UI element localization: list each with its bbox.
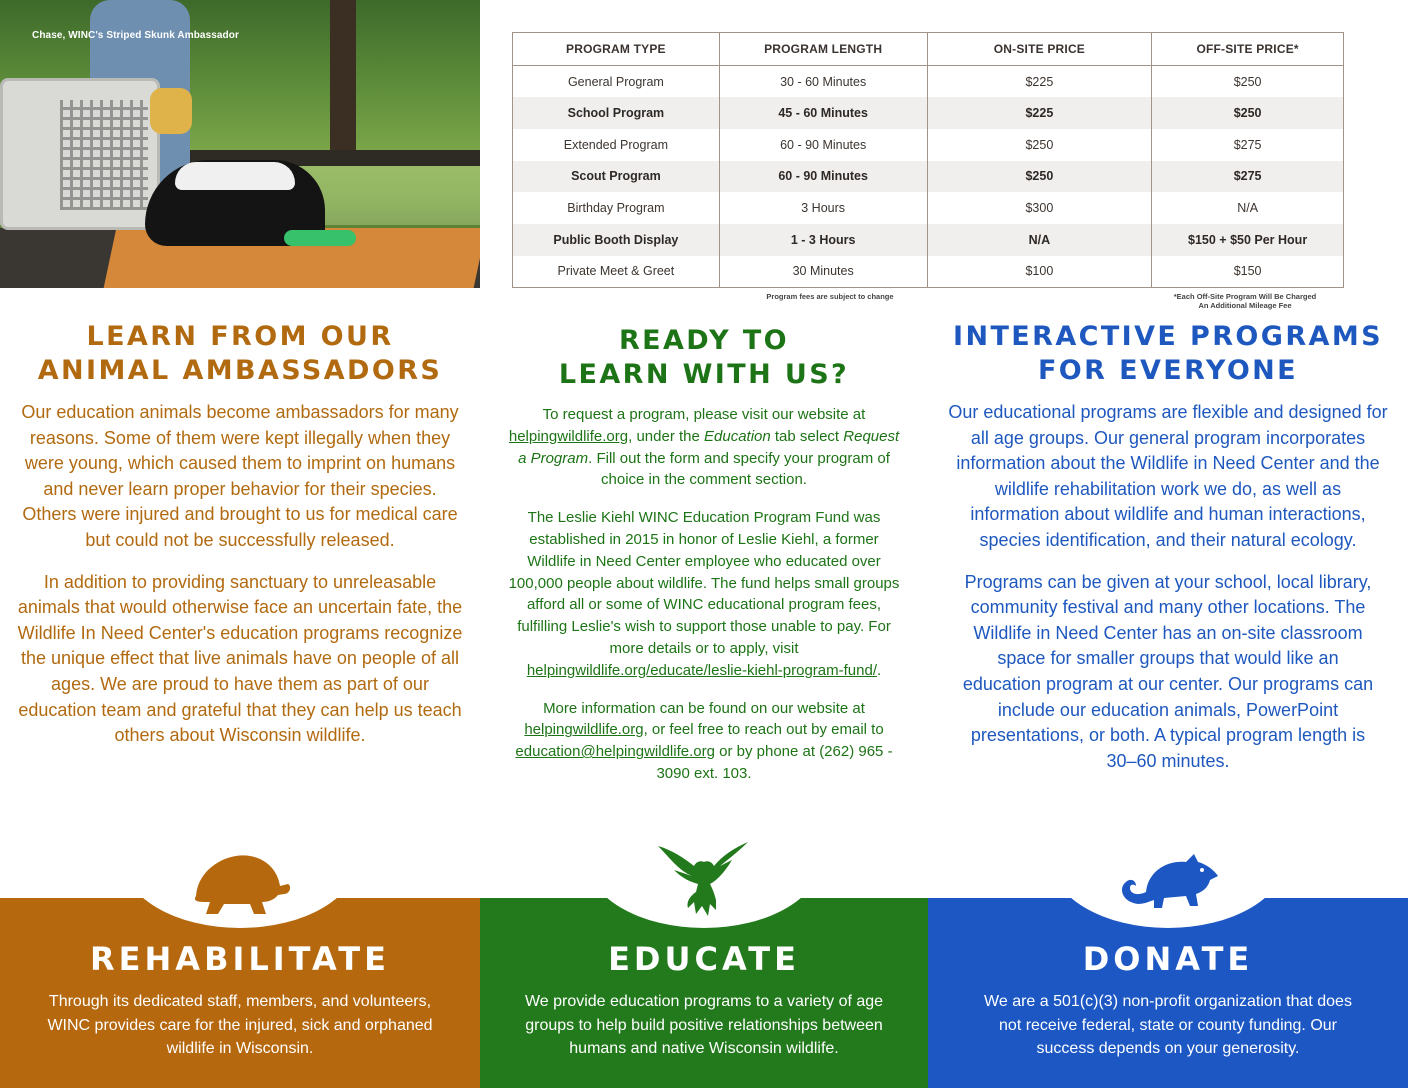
heading-line-1: READY TO xyxy=(618,325,790,356)
cell-length: 45 - 60 Minutes xyxy=(719,97,927,129)
header-program-type: PROGRAM TYPE xyxy=(513,33,720,66)
cell-onsite: N/A xyxy=(927,224,1152,256)
header-offsite-price: OFF-SITE PRICE* xyxy=(1152,33,1344,66)
rehabilitate-title: REHABILITATE xyxy=(90,940,390,978)
heading-line-1: LEARN FROM OUR xyxy=(86,321,394,352)
learn-with-us-section xyxy=(480,320,928,785)
heading-line-2: FOR EVERYONE xyxy=(1037,355,1299,386)
cell-onsite: $225 xyxy=(927,66,1152,98)
text: or by phone at (262) 965 - 3090 ext. 103. xyxy=(656,743,893,782)
table-row xyxy=(513,129,1344,161)
table-row xyxy=(513,256,1344,288)
table-row xyxy=(513,192,1344,224)
cell-type: Birthday Program xyxy=(513,192,720,224)
cell-offsite: $275 xyxy=(1152,129,1344,161)
cell-type: Private Meet & Greet xyxy=(513,256,720,288)
interactive-programs-section xyxy=(944,320,1392,774)
opossum-icon xyxy=(1116,848,1222,914)
skunk-photo xyxy=(0,0,480,288)
text: . xyxy=(877,661,882,679)
table-row xyxy=(513,224,1344,256)
text: The Leslie Kiehl WINC Education Program Fund was established in 2015 in honor of Leslie Kiehl, a former Wildlife in Need Center employee who educated over 100,000 people about wildlife. The fund helps small groups afford all or some of WINC educational program fees, fulfilling Leslie's wish to support those unable to pay. For more details or to apply, visit xyxy=(508,509,900,657)
header-onsite-price: ON-SITE PRICE xyxy=(927,33,1152,66)
turtle-icon xyxy=(188,848,292,918)
cell-offsite: $275 xyxy=(1152,161,1344,193)
learn-heading xyxy=(480,320,928,392)
cell-offsite: $250 xyxy=(1152,66,1344,98)
cell-onsite: $250 xyxy=(927,161,1152,193)
education-tab-text: Education xyxy=(704,427,771,445)
cell-onsite: $100 xyxy=(927,256,1152,288)
cell-offsite: $150 xyxy=(1152,256,1344,288)
table-row xyxy=(513,97,1344,129)
rehabilitate-text: Through its dedicated staff, members, and volunteers, WINC provides care for the injured, sick and orphaned wildlife in Wisconsin. xyxy=(47,993,433,1058)
mileage-note-line-2: An Additional Mileage Fee xyxy=(1198,301,1292,310)
heading-line-2: ANIMAL AMBASSADORS xyxy=(37,355,443,386)
programs-heading xyxy=(944,320,1392,388)
text: tab select xyxy=(770,427,844,445)
fund-link[interactable]: helpingwildlife.org/educate/leslie-kiehl-program-fund/ xyxy=(526,661,877,679)
text: More information can be found on our website at xyxy=(543,699,865,717)
text: , or feel free to reach out by email to xyxy=(643,721,884,739)
pricing-table xyxy=(512,32,1344,288)
educate-title: EDUCATE xyxy=(608,940,800,978)
ambassadors-section xyxy=(16,320,464,749)
request-program-text: Request a Program xyxy=(518,427,900,467)
cell-offsite: $150 + $50 Per Hour xyxy=(1152,224,1344,256)
cell-type: Scout Program xyxy=(513,161,720,193)
cell-type: Public Booth Display xyxy=(513,224,720,256)
heading-line-1: INTERACTIVE PROGRAMS xyxy=(953,321,1383,352)
cell-offsite: $250 xyxy=(1152,97,1344,129)
cell-onsite: $300 xyxy=(927,192,1152,224)
cell-type: School Program xyxy=(513,97,720,129)
photo-carrier-door xyxy=(60,100,148,210)
photo-tree xyxy=(330,0,356,150)
photo-bowl xyxy=(284,230,356,246)
mileage-fee-note xyxy=(1140,292,1350,310)
contact-paragraph xyxy=(480,698,928,785)
mileage-note-line-1: *Each Off-Site Program Will Be Charged xyxy=(1173,292,1317,301)
photo-caption: Chase, WINC's Striped Skunk Ambassador xyxy=(32,30,239,41)
cell-length: 30 Minutes xyxy=(719,256,927,288)
fund-paragraph xyxy=(480,507,928,681)
email-link[interactable]: education@helpingwildlife.org xyxy=(515,743,715,761)
cell-length: 60 - 90 Minutes xyxy=(719,129,927,161)
educate-text: We provide education programs to a variety of age groups to help build positive relationships between humans and native Wisconsin wildlife. xyxy=(524,993,884,1058)
table-row xyxy=(513,66,1344,98)
website-link[interactable]: helpingwildlife.org xyxy=(508,427,629,445)
programs-paragraph-2: Programs can be given at your school, local library, community festival and many other locations. The Wildlife in Need Center has an on-site classroom space for smaller groups that would like an education program at our center. Our programs can include our education animals, PowerPoint presentations, or both. A typical program length is 30–60 minutes. xyxy=(962,571,1374,771)
heading-line-2: LEARN WITH US? xyxy=(558,359,850,390)
photo-skunk-stripe xyxy=(175,162,295,190)
header-program-length: PROGRAM LENGTH xyxy=(719,33,927,66)
cell-length: 3 Hours xyxy=(719,192,927,224)
donate-text: We are a 501(c)(3) non-profit organization that does not receive federal, state or county funding. Our success depends on your generosity. xyxy=(984,993,1352,1058)
donate-title: DONATE xyxy=(1082,940,1254,978)
cell-length: 60 - 90 Minutes xyxy=(719,161,927,193)
cell-onsite: $250 xyxy=(927,129,1152,161)
hawk-icon xyxy=(656,840,752,920)
fee-change-note: Program fees are subject to change xyxy=(766,292,894,301)
cell-length: 1 - 3 Hours xyxy=(719,224,927,256)
cell-length: 30 - 60 Minutes xyxy=(719,66,927,98)
cell-onsite: $225 xyxy=(927,97,1152,129)
pricing-header-row xyxy=(513,33,1344,66)
cell-type: Extended Program xyxy=(513,129,720,161)
request-paragraph xyxy=(480,404,928,491)
ambassadors-heading xyxy=(16,320,464,388)
programs-paragraph-1: Our educational programs are flexible and designed for all age groups. Our general program incorporates information about the Wildlife in Need Center and the wildlife rehabilitation work we do, as well as information about wildlife and human interactions, species identification, and their natural ecology. xyxy=(948,402,1388,550)
text: , under the xyxy=(628,427,704,445)
ambassadors-paragraph-1: Our education animals become ambassadors for many reasons. Some of them were kept illegally when they were young, which caused them to imprint on humans and never learn proper behavior for their species. Others were injured and brought to us for medical care but could not be successfully released. xyxy=(21,402,459,550)
cell-type: General Program xyxy=(513,66,720,98)
text: To request a program, please visit our website at xyxy=(542,406,866,423)
table-row xyxy=(513,161,1344,193)
ambassadors-paragraph-2: In addition to providing sanctuary to unreleasable animals that would otherwise face an uncertain fate, the Wildlife In Need Center's education programs recognize the unique effect that live animals have on people of all ages. We are proud to have them as part of our education team and grateful that they can help us teach others about Wisconsin wildlife. xyxy=(17,571,463,746)
cell-offsite: N/A xyxy=(1152,192,1344,224)
website-link[interactable]: helpingwildlife.org xyxy=(524,721,644,739)
photo-glove xyxy=(150,88,192,134)
text: . Fill out the form and specify your program of choice in the comment section. xyxy=(588,449,890,489)
